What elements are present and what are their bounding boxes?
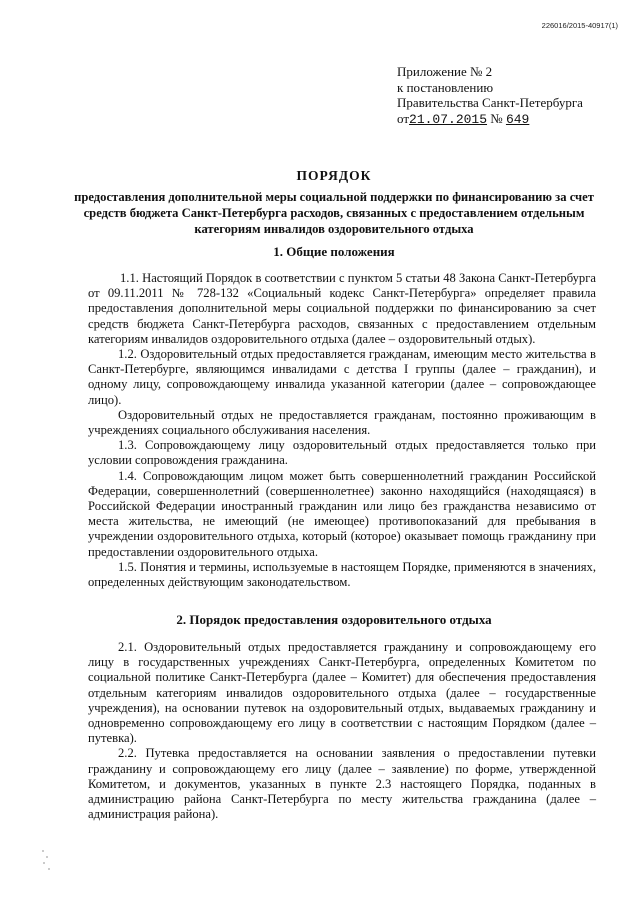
- decree-number: 649: [505, 111, 530, 127]
- decree-date: 21.07.2015: [409, 111, 488, 127]
- paragraph-1-3: 1.3. Сопровождающему лицу оздоровительный отдых предоставляется только при условии сопровождения гражданина.: [88, 438, 596, 468]
- title-main: ПОРЯДОК: [296, 168, 372, 183]
- paragraph-1-2: 1.2. Оздоровительный отдых предоставляется гражданам, имеющим место жительства в Санкт-Петербурге, являющимся инвалидами с детства I группы (далее – гражданин), и одному лицу, сопровождающему инвалида указанной категории (далее – сопровождающее лицо).: [88, 347, 596, 407]
- appendix-line-1: Приложение № 2: [397, 64, 493, 79]
- paragraph-1-5: 1.5. Понятия и термины, используемые в настоящем Порядке, применяются в значениях, определенных действующим законодательством.: [88, 559, 596, 590]
- document-id: 226016/2015-40917(1): [541, 21, 618, 30]
- section-1-heading: 1. Общие положения: [273, 244, 395, 259]
- number-sign: №: [490, 110, 503, 126]
- scan-marks: [40, 848, 54, 876]
- appendix-line-2: к постановлению: [397, 79, 494, 95]
- date-prefix: от: [397, 110, 410, 126]
- section-2-heading: 2. Порядок предоставления оздоровительного отдыха: [176, 612, 492, 627]
- appendix-block: [397, 64, 583, 127]
- paragraph-1-1: 1.1. Настоящий Порядок в соответствии с пунктом 5 статьи 48 Закона Санкт-Петербурга от 09.11.2011 № 728-132 «Социальный кодекс Санкт-Петербурга» определяет правила предоставления дополнительной меры социальной поддержки по финансированию за счет средств бюджета Санкт-Петербурга расходов, связанных с предоставлением отдельным категориям инвалидов оздоровительного отдыха (далее – оздоровительный отдых).: [88, 271, 596, 346]
- appendix-date-line: [397, 111, 583, 128]
- document-title: [60, 167, 608, 237]
- paragraph-2-1: 2.1. Оздоровительный отдых предоставляется гражданину и сопровождающему его лицу в государственных учреждениях Санкт-Петербурга, определенных Комитетом по социальной политике Санкт-Петербурга (далее – Комитет) для обеспечения предоставления отдельным категориям инвалидов оздоровительного отдыха (далее – государственные учреждения), на основании путевок на оздоровительный отдых, выдаваемых гражданину и одновременно сопровождающему его лицу в соответствии с настоящим Порядком (далее – путевка).: [88, 640, 596, 746]
- appendix-line-3: Правительства Санкт-Петербурга: [397, 95, 583, 110]
- paragraph-1-2b: Оздоровительный отдых не предоставляется гражданам, постоянно проживающим в учреждениях социального обслуживания населения.: [88, 407, 596, 438]
- paragraph-1-4: 1.4. Сопровождающим лицом может быть совершеннолетний гражданин Российской Федерации, совершеннолетний (совершеннолетнее) законно находящийся (находящаяся) в Российской Федерации иностранный гражданин или лицо без гражданства независимо от места жительства, не имеющий (не имеющее) противопоказаний для пребывания в учреждении оздоровительного отдыха, который (которое) оказывает помощь гражданину при предоставлении оздоровительного отдыха.: [88, 468, 596, 559]
- paragraph-2-2: 2.2. Путевка предоставляется на основании заявления о предоставлении путевки гражданину и сопровождающему его лицу (далее – заявление) по форме, утвержденной Комитетом, и документов, указанных в пункте 2.3 настоящего Порядка, поданных в администрацию района Санкт-Петербурга по месту жительства гражданина (далее – администрация района).: [88, 746, 596, 822]
- section-2-body: [88, 640, 596, 822]
- title-subtitle: предоставления дополнительной меры социальной поддержки по финансированию за счет средств бюджета Санкт-Петербурга расходов, связанных с предоставлением отдельным категориям инвалидов оздоровительного отдыха: [74, 190, 594, 236]
- section-1-body: [88, 271, 596, 590]
